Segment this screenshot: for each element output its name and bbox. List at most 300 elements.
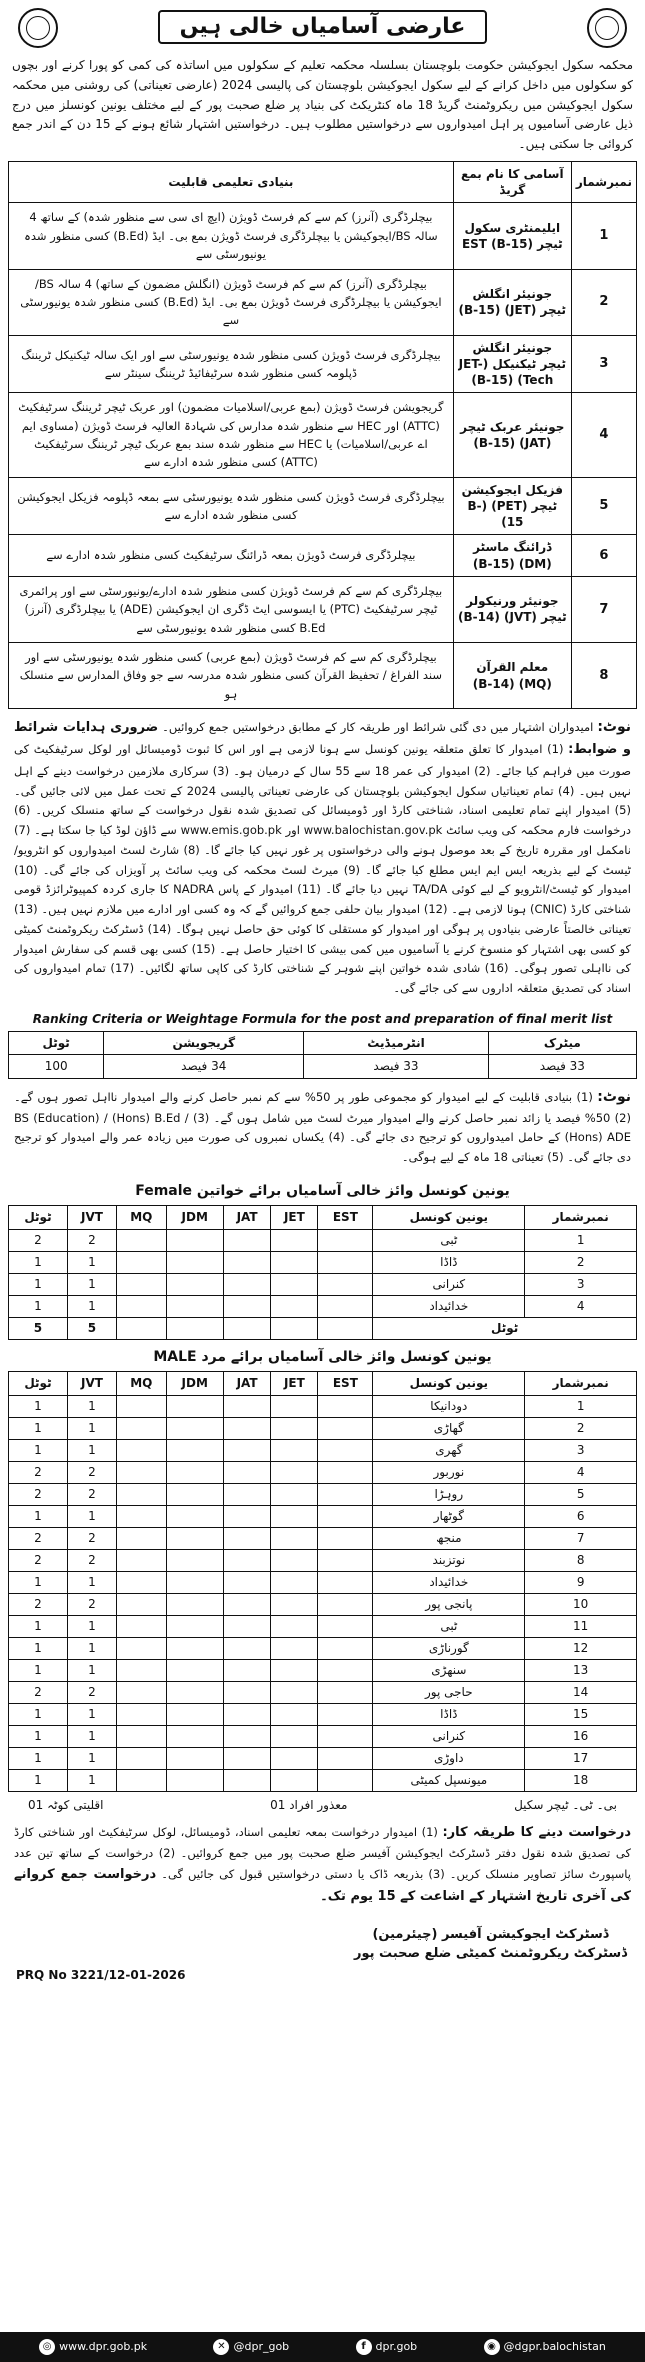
vacancy-count — [223, 1681, 270, 1703]
ranking-header: ٹوٹل — [9, 1032, 104, 1055]
vacancy-count — [166, 1571, 223, 1593]
vacancy-count: 2 — [9, 1593, 68, 1615]
vacancy-count — [271, 1527, 318, 1549]
vacancy-count — [271, 1659, 318, 1681]
union-council-name: نوربور — [373, 1461, 525, 1483]
header-serial: نمبرشمار — [571, 161, 636, 202]
vacancy-count — [166, 1593, 223, 1615]
header-qualification: بنیادی تعلیمی قابلیت — [9, 161, 454, 202]
table-row — [9, 1505, 637, 1527]
post-name: فزیکل ایجوکیشن ٹیچر (PET) (B-15) — [453, 477, 571, 535]
row-serial: 18 — [525, 1769, 637, 1791]
vacancy-count — [166, 1483, 223, 1505]
vacancy-count — [271, 1593, 318, 1615]
posts-table-header — [9, 161, 637, 202]
vacancy-count — [318, 1769, 373, 1791]
page-title: عارضی آسامیاں خالی ہیں — [158, 10, 487, 44]
vacancy-count — [318, 1295, 373, 1317]
col-header: JVT — [67, 1205, 116, 1229]
vacancy-count — [223, 1593, 270, 1615]
vacancy-count — [166, 1681, 223, 1703]
vacancy-count — [117, 1395, 167, 1417]
vacancy-count — [117, 1505, 167, 1527]
ranking-value: 33 فیصد — [304, 1055, 489, 1078]
male-vacancy-table — [8, 1371, 637, 1792]
vacancy-count: 1 — [9, 1439, 68, 1461]
vacancy-count — [223, 1417, 270, 1439]
table-row — [9, 1571, 637, 1593]
table-row — [9, 1461, 637, 1483]
union-council-name: میونسپل کمیٹی — [373, 1769, 525, 1791]
vacancy-count: 1 — [9, 1251, 68, 1273]
vacancy-count — [223, 1439, 270, 1461]
post-name: ڈرائنگ ماسٹر (DM) (B-15) — [453, 535, 571, 576]
vacancy-count — [166, 1229, 223, 1251]
post-qualification: بیچلرڈگری (آنرز) کم سے کم فرسٹ ڈویژن (انگلش مضمون کے ساتھ) 4 سالہ BS/ایجوکیشن یا بیچلرڈگری فرسٹ ڈویژن بمع بی۔ ایڈ (B.Ed) کسی منظور شدہ یونیورسٹی سے — [9, 269, 454, 335]
vacancy-count — [223, 1527, 270, 1549]
male-table-header — [9, 1371, 637, 1395]
vacancy-count — [271, 1417, 318, 1439]
signature-block — [354, 1925, 627, 1964]
vacancy-count — [166, 1747, 223, 1769]
vacancy-count — [318, 1637, 373, 1659]
row-serial: 3 — [525, 1439, 637, 1461]
female-vacancy-table — [8, 1205, 637, 1340]
table-row — [9, 1703, 637, 1725]
vacancy-count — [271, 1251, 318, 1273]
row-serial: 2 — [525, 1417, 637, 1439]
vacancy-count — [318, 1395, 373, 1417]
row-serial: 12 — [525, 1637, 637, 1659]
union-council-name: روہڑا — [373, 1483, 525, 1505]
vacancy-count: 2 — [67, 1549, 116, 1571]
union-council-name: کنرانی — [373, 1273, 525, 1295]
post-name: معلم القرآن (MQ) (B-14) — [453, 642, 571, 708]
table-row — [9, 1251, 637, 1273]
vacancy-count — [117, 1747, 167, 1769]
vacancy-count: 2 — [67, 1681, 116, 1703]
post-qualification: بیچلرڈگری کم سے کم فرسٹ ڈویژن کسی منظور شدہ ادارے/یونیورسٹی سے اور پرائمری ٹیچر سرٹیفکیٹ (PTC) یا ایسوسی ایٹ ڈگری ان ایجوکیشن (ADE) یا بیچلرڈگری (آنرز) B.Ed کسی منظور شدہ یونیورسٹی سے — [9, 576, 454, 642]
vacancy-count: 1 — [9, 1637, 68, 1659]
vacancy-count: 1 — [9, 1417, 68, 1439]
vacancy-count — [271, 1703, 318, 1725]
row-serial: 8 — [525, 1549, 637, 1571]
vacancy-count — [271, 1461, 318, 1483]
row-serial: 4 — [525, 1461, 637, 1483]
table-row — [9, 1295, 637, 1317]
vacancy-count — [166, 1703, 223, 1725]
instructions-block — [8, 709, 637, 1003]
union-council-name: حاجی پور — [373, 1681, 525, 1703]
vacancy-count — [271, 1571, 318, 1593]
vacancy-count: 2 — [9, 1229, 68, 1251]
vacancy-count — [318, 1593, 373, 1615]
col-header: EST — [318, 1371, 373, 1395]
vacancy-count — [166, 1615, 223, 1637]
vacancy-count: 1 — [67, 1725, 116, 1747]
vacancy-count: 1 — [9, 1273, 68, 1295]
vacancy-count: 1 — [9, 1659, 68, 1681]
vacancy-count — [117, 1659, 167, 1681]
vacancy-count — [117, 1725, 167, 1747]
col-header: یونین کونسل — [373, 1371, 525, 1395]
col-header: JDM — [166, 1371, 223, 1395]
footer-website[interactable] — [39, 2339, 147, 2355]
vacancy-count — [166, 1295, 223, 1317]
row-serial: 1 — [525, 1395, 637, 1417]
col-header: نمبرشمار — [525, 1205, 637, 1229]
vacancy-count — [318, 1229, 373, 1251]
female-section-title: یونین کونسل وائز خالی آسامیاں برائے خواتین Female — [135, 1182, 510, 1199]
globe-icon: ◎ — [39, 2339, 55, 2355]
vacancy-count — [271, 1395, 318, 1417]
apply-body: (1) امیدوار درخواست بمعہ تعلیمی اسناد، ڈومیسائل، لوکل سرٹیفکیٹ اور شناختی کارڈ کی تصدیق شدہ نقول دفتر ڈسٹرکٹ ایجوکیشن آفیسر ضلع صحبت پور میں جمع کروائیں۔ (2) درخواست کے ساتھ تین عدد پاسپورٹ سائز تصاویر منسلک کریں۔ (3) بذریعہ ڈاک یا دستی درخواستیں قبول کی جائیں گی۔ — [14, 1824, 631, 1882]
vacancy-count — [318, 1659, 373, 1681]
total-cell — [223, 1317, 270, 1339]
vacancy-count — [318, 1505, 373, 1527]
union-council-name: سنهڑی — [373, 1659, 525, 1681]
ranking-header-row — [9, 1032, 637, 1055]
row-serial: 16 — [525, 1725, 637, 1747]
vacancy-count — [223, 1747, 270, 1769]
vacancy-count — [117, 1295, 167, 1317]
vacancy-count — [318, 1549, 373, 1571]
post-qualification: بیچلرڈگری کم سے کم فرسٹ ڈویژن (بمع عربی) کسی منظور شدہ یونیورسٹی سے اور سند الفراغ / تحفیظ القرآن کسی منظور شدہ مدرسہ سے جو وفاق المدارس سے منسلک ہو — [9, 642, 454, 708]
summary-teacher-scale: بی۔ ٹی۔ ٹیچر سکیل — [514, 1797, 617, 1812]
post-qualification: بیچلرڈگری فرسٹ ڈویژن بمعہ ڈرائنگ سرٹیفکیٹ کسی منظور شدہ ادارے سے — [9, 535, 454, 576]
vacancy-count: 1 — [67, 1637, 116, 1659]
vacancy-count — [117, 1571, 167, 1593]
vacancy-count — [117, 1615, 167, 1637]
vacancy-count — [271, 1229, 318, 1251]
vacancy-count — [318, 1615, 373, 1637]
vacancy-count — [271, 1273, 318, 1295]
ranking-value: 100 — [9, 1055, 104, 1078]
table-row — [9, 1229, 637, 1251]
weightage-note — [8, 1079, 637, 1174]
vacancy-count — [223, 1703, 270, 1725]
row-serial: 11 — [525, 1615, 637, 1637]
col-header: JAT — [223, 1205, 270, 1229]
vacancy-count — [117, 1417, 167, 1439]
row-serial: 5 — [525, 1483, 637, 1505]
vacancy-count: 1 — [67, 1273, 116, 1295]
vacancy-count — [271, 1295, 318, 1317]
vacancy-count: 1 — [67, 1505, 116, 1527]
vacancy-count — [117, 1637, 167, 1659]
vacancy-count — [166, 1769, 223, 1791]
col-header: JVT — [67, 1371, 116, 1395]
vacancy-count — [166, 1637, 223, 1659]
row-serial: 13 — [525, 1659, 637, 1681]
vacancy-count — [318, 1439, 373, 1461]
vacancy-count: 2 — [67, 1461, 116, 1483]
vacancy-count — [318, 1527, 373, 1549]
row-serial: 7 — [525, 1527, 637, 1549]
table-row — [9, 1417, 637, 1439]
vacancy-count — [223, 1483, 270, 1505]
vacancy-count — [166, 1461, 223, 1483]
vacancy-count — [223, 1251, 270, 1273]
vacancy-count: 1 — [67, 1417, 116, 1439]
row-serial: 15 — [525, 1703, 637, 1725]
vacancy-count — [271, 1747, 318, 1769]
apply-deadline: درخواست جمع کروانے کی آخری تاریخ اشتہار کے اشاعت کے 15 یوم تک۔ — [14, 1867, 631, 1905]
header — [8, 8, 637, 52]
vacancy-count — [117, 1439, 167, 1461]
col-header: JET — [271, 1371, 318, 1395]
row-serial: 14 — [525, 1681, 637, 1703]
vacancy-count: 2 — [9, 1681, 68, 1703]
note-lead: امیدواران اشتہار میں دی گئی شرائط اور طریقہ کار کے مطابق درخواستیں جمع کروائیں۔ — [162, 720, 594, 735]
vacancy-count — [223, 1659, 270, 1681]
vacancy-count — [117, 1251, 167, 1273]
vacancy-count — [271, 1549, 318, 1571]
vacancy-count — [318, 1461, 373, 1483]
table-row — [9, 1395, 637, 1417]
vacancy-count — [166, 1725, 223, 1747]
vacancy-count — [271, 1769, 318, 1791]
total-label: ٹوٹل — [373, 1317, 637, 1339]
vacancy-count — [166, 1251, 223, 1273]
vacancy-count: 1 — [67, 1571, 116, 1593]
union-council-name: گورناڑی — [373, 1637, 525, 1659]
table-row — [9, 477, 637, 535]
union-council-name: ڈاڈا — [373, 1251, 525, 1273]
footer-instagram[interactable] — [484, 2339, 606, 2355]
vacancy-count — [223, 1725, 270, 1747]
post-qualification: بیچلرڈگری فرسٹ ڈویژن کسی منظور شدہ یونیورسٹی سے اور ایک سالہ ٹیکنیکل ٹریننگ ڈپلومہ کسی منظور شدہ سرٹیفائیڈ ٹریننگ سینٹر سے — [9, 335, 454, 393]
table-row — [9, 1681, 637, 1703]
post-serial: 3 — [571, 335, 636, 393]
footer-bar — [0, 2332, 645, 2362]
vacancy-count — [318, 1417, 373, 1439]
vacancy-count — [117, 1527, 167, 1549]
union-council-name: ٹبی — [373, 1615, 525, 1637]
col-header: JAT — [223, 1371, 270, 1395]
footer-twitter[interactable] — [213, 2339, 289, 2355]
facebook-text: dpr.gob — [375, 2339, 418, 2353]
vacancy-count: 2 — [67, 1593, 116, 1615]
table-row — [9, 1439, 637, 1461]
instagram-icon: ◉ — [484, 2339, 500, 2355]
signature-line-1: ڈسٹرکٹ ایجوکیشن آفیسر (چیئرمین) — [372, 1926, 609, 1942]
vacancy-count — [271, 1483, 318, 1505]
vacancy-count — [117, 1461, 167, 1483]
vacancy-count: 1 — [9, 1615, 68, 1637]
vacancy-count: 1 — [67, 1703, 116, 1725]
union-council-name: ٹبی — [373, 1229, 525, 1251]
table-row — [9, 1769, 637, 1791]
signature-area — [8, 1921, 637, 1985]
vacancy-count — [166, 1659, 223, 1681]
vacancy-count: 1 — [67, 1615, 116, 1637]
post-name: ایلیمنٹری سکول ٹیچر EST (B-15) — [453, 203, 571, 269]
table-row — [9, 203, 637, 269]
vacancy-count — [271, 1681, 318, 1703]
vacancy-count: 1 — [9, 1769, 68, 1791]
note-label: نوٹ: — [597, 719, 632, 736]
table-row — [9, 1593, 637, 1615]
vacancy-count: 2 — [9, 1527, 68, 1549]
vacancy-count — [223, 1229, 270, 1251]
post-qualification: گریجویشن فرسٹ ڈویژن (بمع عربی/اسلامیات مضمون) اور عربک ٹیچر ٹریننگ سرٹیفکیٹ (ATTC) اور HEC سے منظور شدہ مدارس کی شہادۃ العالیہ فرسٹ ڈویژن (مساوی ایم اے عربی/اسلامیات) یا HEC سے منظور شدہ سند بمع عربک ٹیچر ٹریننگ سرٹیفکیٹ (ATTC) کسی منظور شدہ ادارے سے — [9, 393, 454, 478]
vacancy-count: 1 — [67, 1295, 116, 1317]
table-row — [9, 269, 637, 335]
vacancy-count: 2 — [9, 1483, 68, 1505]
row-serial: 10 — [525, 1593, 637, 1615]
ranking-table — [8, 1031, 637, 1078]
vacancy-count — [166, 1527, 223, 1549]
row-serial: 9 — [525, 1571, 637, 1593]
vacancy-count: 2 — [9, 1461, 68, 1483]
post-serial: 7 — [571, 576, 636, 642]
vacancy-count: 1 — [67, 1395, 116, 1417]
apply-label: درخواست دینے کا طریقہ کار: — [442, 1824, 632, 1840]
table-row — [9, 335, 637, 393]
conditions-body: (1) امیدوار کا تعلق متعلقہ یونین کونسل سے ہونا لازمی ہے اور اس کا ثبوت ڈومیسائل اور لوکل سرٹیفکیٹ کی صورت میں فراہم کیا جائے۔ (2) امیدوار کی عمر 18 سے 55 سال کے درمیان ہو۔ (3) سرکاری ملازمین درخواست دینے کے اہل نہیں ہیں۔ (4) تمام تعیناتیاں سکول ایجوکیشن بلوچستان کی عارضی تعیناتی پالیسی 2024 کے تحت عمل میں لائی جائیں گی۔ (5) امیدوار اپنے تمام تعلیمی اسناد، شناختی کارڈ اور ڈومیسائل کی تصدیق شدہ نقول درخواست کے ساتھ منسلک کریں۔ (6) درخواست فارم محکمہ کی ویب سائٹ www.balochistan.gov.pk اور www.emis.gob.pk سے ڈاؤن لوڈ کیا جا سکتا ہے۔ (7) نامکمل اور مقررہ تاریخ کے بعد موصول ہونے والی درخواستوں پر غور نہیں کیا جائے گا۔ (8) شارٹ لسٹ امیدواروں کو انٹرویو/ٹیسٹ کے لیے بذریعہ ایس ایم ایس مطلع کیا جائے گا۔ (9) میرٹ لسٹ محکمہ کی ویب سائٹ پر آویزاں کی جائے گی۔ (10) امیدوار کو ٹیسٹ/انٹرویو کے لیے کوئی TA/DA نہیں دیا جائے گا۔ (11) امیدوار کے پاس NADRA کا جاری کردہ کمپیوٹرائزڈ قومی شناختی کارڈ (CNIC) ہونا لازمی ہے۔ (12) امیدوار بیان حلفی جمع کروائیں گے کہ وہ کسی اور ادارے میں ملازم نہیں ہیں۔ (13) تعیناتی خالصتاً عارضی بنیادوں پر ہوگی اور امیدوار کو مستقلی کا کوئی حق حاصل نہیں ہوگا۔ (14) ڈسٹرکٹ ریکروٹمنٹ کمیٹی کو کسی بھی اشتہار کو منسوخ کرنے یا آسامیوں میں کمی بیشی کا اختیار حاصل ہے۔ (15) کسی بھی قسم کی سفارش امیدوار کی نااہلی تصور ہوگی۔ (16) شادی شدہ خواتین اپنے شوہر کے شناختی کارڈ کی کاپی ساتھ لگائیں۔ (17) تمام امیدواروں کی اسناد کی تصدیق متعلقہ اداروں سے کی جائے گی۔ — [14, 742, 631, 996]
union-council-name: خدائیداد — [373, 1295, 525, 1317]
post-qualification: بیچلرڈگری (آنرز) کم سے کم فرسٹ ڈویژن (ایچ ای سی سے منظور شدہ) کے ساتھ 4 سالہ BS/ایجوکیشن یا بیچلرڈگری فرسٹ ڈویژن بمع بی۔ ایڈ (B.Ed) کسی منظور شدہ یونیورسٹی سے — [9, 203, 454, 269]
table-row — [9, 393, 637, 478]
vacancy-count: 1 — [9, 1725, 68, 1747]
signature-line-2: ڈسٹرکٹ ریکروٹمنٹ کمیٹی ضلع صحبت پور — [354, 1946, 627, 1962]
weightage-note-label: نوٹ: — [597, 1088, 631, 1105]
col-header: JET — [271, 1205, 318, 1229]
vacancy-count — [166, 1439, 223, 1461]
post-name: جونیئر انگلش ٹیچر (JET) (B-15) — [453, 269, 571, 335]
post-serial: 8 — [571, 642, 636, 708]
department-logo-icon — [587, 8, 627, 48]
table-row — [9, 1615, 637, 1637]
row-serial: 1 — [525, 1229, 637, 1251]
vacancy-count — [223, 1295, 270, 1317]
total-cell — [271, 1317, 318, 1339]
total-cell: 5 — [67, 1317, 116, 1339]
vacancy-count: 1 — [9, 1395, 68, 1417]
vacancy-count: 1 — [9, 1295, 68, 1317]
union-council-name: ڈاڈا — [373, 1703, 525, 1725]
ranking-header: میٹرک — [488, 1032, 636, 1055]
table-row — [9, 1273, 637, 1295]
vacancy-count: 1 — [67, 1251, 116, 1273]
vacancy-count — [271, 1637, 318, 1659]
weightage-note-body: (1) بنیادی قابلیت کے لیے امیدوار کو مجموعی طور پر 50% سے کم نمبر حاصل کرنے والے امیدوار نااہل تصور ہوں گے۔ (2) 50% فیصد یا زائد نمبر حاصل کرنے والے امیدوار میرٹ لسٹ میں شامل ہوں گے۔ (3) BS (Education) / (Hons) B.Ed / (Hons) ADE کے حامل امیدواروں کو ترجیح دی جائے گی۔ (4) یکساں نمبروں کی صورت میں زیادہ عمر والے امیدوار کو ترجیح دی جائے گی۔ (5) تعیناتی 18 ماہ کے لیے ہوگی۔ — [14, 1089, 631, 1165]
vacancy-count — [271, 1439, 318, 1461]
vacancy-count: 1 — [67, 1747, 116, 1769]
female-table-header — [9, 1205, 637, 1229]
vacancy-count — [166, 1273, 223, 1295]
vacancy-count — [223, 1273, 270, 1295]
post-qualification: بیچلرڈگری فرسٹ ڈویژن کسی منظور شدہ یونیورسٹی سے بمعہ ڈپلومہ فزیکل ایجوکیشن کسی منظور شدہ ادارے سے — [9, 477, 454, 535]
col-header: ٹوٹل — [9, 1371, 68, 1395]
row-serial: 17 — [525, 1747, 637, 1769]
vacancy-count: 2 — [9, 1549, 68, 1571]
vacancy-count — [223, 1769, 270, 1791]
instagram-text: @dgpr.balochistan — [503, 2339, 606, 2353]
footer-facebook[interactable] — [356, 2339, 418, 2355]
union-council-name: گھاڑی — [373, 1417, 525, 1439]
vacancy-count — [318, 1703, 373, 1725]
union-council-name: نوتزبند — [373, 1549, 525, 1571]
row-serial: 3 — [525, 1273, 637, 1295]
table-row — [9, 1747, 637, 1769]
male-section-title: یونین کونسل وائز خالی آسامیاں برائے مرد MALE — [153, 1348, 492, 1365]
summary-minority-quota: اقلیتی کوٹہ 01 — [28, 1797, 104, 1812]
post-name: جونیئر ورنیکولر ٹیچر (JVT) (B-14) — [453, 576, 571, 642]
vacancy-count — [223, 1505, 270, 1527]
vacancy-count — [117, 1681, 167, 1703]
table-row — [9, 1527, 637, 1549]
total-cell — [117, 1317, 167, 1339]
total-cell — [166, 1317, 223, 1339]
vacancy-count — [223, 1637, 270, 1659]
prq-number: PRQ No 3221/12-01-2026 — [16, 1967, 186, 1982]
total-cell — [318, 1317, 373, 1339]
union-council-name: دودانیکا — [373, 1395, 525, 1417]
header-post: آسامی کا نام بمع گریڈ — [453, 161, 571, 202]
website-text: www.dpr.gob.pk — [59, 2339, 148, 2353]
ranking-value: 34 فیصد — [104, 1055, 304, 1078]
vacancy-count: 1 — [9, 1703, 68, 1725]
vacancy-count: 1 — [9, 1505, 68, 1527]
post-name: جونیئر عربک ٹیچر (JAT) (B-15) — [453, 393, 571, 478]
ranking-value: 33 فیصد — [488, 1055, 636, 1078]
vacancy-count — [318, 1681, 373, 1703]
vacancy-count: 1 — [67, 1439, 116, 1461]
vacancy-count — [223, 1571, 270, 1593]
vacancy-count — [271, 1725, 318, 1747]
vacancy-count — [318, 1725, 373, 1747]
table-row — [9, 1659, 637, 1681]
row-serial: 4 — [525, 1295, 637, 1317]
union-council-name: پانجی پور — [373, 1593, 525, 1615]
vacancy-count — [117, 1593, 167, 1615]
vacancy-count: 1 — [9, 1571, 68, 1593]
vacancy-count — [223, 1549, 270, 1571]
ranking-title: Ranking Criteria or Weightage Formula for the post and preparation of final merit list — [32, 1012, 613, 1027]
total-cell: 5 — [9, 1317, 68, 1339]
vacancy-count — [117, 1273, 167, 1295]
table-row — [9, 1725, 637, 1747]
government-emblem-icon — [18, 8, 58, 48]
conditions-title: ضروری ہدایات شرائط و ضوابط: — [14, 720, 631, 758]
ranking-header: انٹرمیڈیٹ — [304, 1032, 489, 1055]
union-council-name: داوڑی — [373, 1747, 525, 1769]
twitter-icon: ✕ — [213, 2339, 229, 2355]
col-header: نمبرشمار — [525, 1371, 637, 1395]
quota-summary — [8, 1792, 637, 1818]
table-row — [9, 576, 637, 642]
vacancy-count — [271, 1505, 318, 1527]
table-row — [9, 535, 637, 576]
application-procedure — [8, 1818, 637, 1913]
vacancy-count — [117, 1769, 167, 1791]
table-row — [9, 1637, 637, 1659]
union-council-name: گھری — [373, 1439, 525, 1461]
col-header: ٹوٹل — [9, 1205, 68, 1229]
vacancy-count — [223, 1461, 270, 1483]
post-name: جونیئر انگلش ٹیچر ٹیکنیکل (JET-Tech) (B-15) — [453, 335, 571, 393]
vacancy-count — [166, 1395, 223, 1417]
vacancy-count: 2 — [67, 1483, 116, 1505]
posts-table — [8, 161, 637, 709]
ranking-values-row — [9, 1055, 637, 1078]
vacancy-count — [117, 1483, 167, 1505]
vacancy-count: 1 — [9, 1747, 68, 1769]
vacancy-count — [223, 1615, 270, 1637]
vacancy-count — [271, 1615, 318, 1637]
